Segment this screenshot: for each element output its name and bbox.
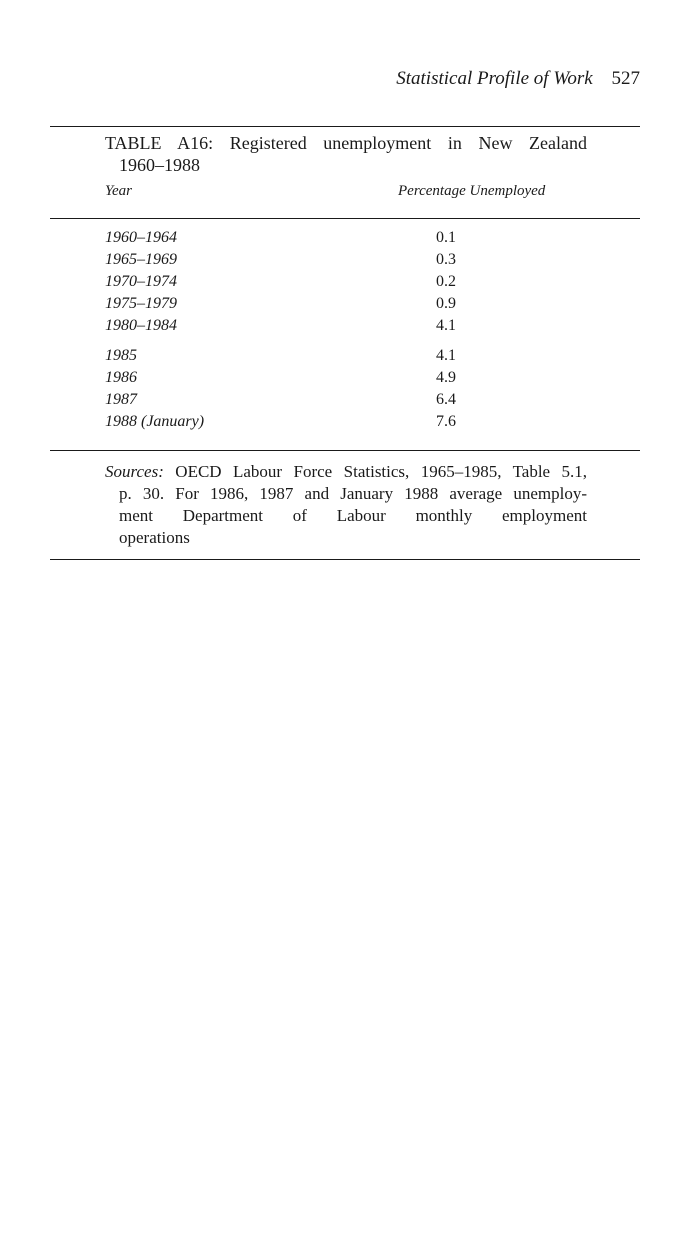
row-value: 4.1 bbox=[436, 317, 456, 334]
row-value: 0.3 bbox=[436, 251, 456, 268]
row-year: 1988 (January) bbox=[105, 413, 205, 430]
table-row bbox=[0, 249, 700, 271]
table-row bbox=[0, 293, 700, 315]
table-bottom-rule bbox=[50, 450, 640, 451]
note-bottom-rule bbox=[50, 559, 640, 560]
row-value: 0.2 bbox=[436, 273, 456, 290]
row-year: 1965–1969 bbox=[105, 251, 177, 268]
row-year: 1960–1964 bbox=[105, 229, 177, 246]
row-value: 0.9 bbox=[436, 295, 456, 312]
running-head bbox=[396, 68, 640, 90]
row-value: 0.1 bbox=[436, 229, 456, 246]
table-row bbox=[0, 389, 700, 411]
table-title-line-2: 1960–1988 bbox=[119, 155, 200, 175]
table-row bbox=[0, 315, 700, 337]
table-row bbox=[0, 271, 700, 293]
table-title-line-1: TABLE A16: Registered unemployment in New Zealand bbox=[105, 133, 587, 153]
row-value: 6.4 bbox=[436, 391, 456, 408]
sources-line-2: p. 30. For 1986, 1987 and January 1988 average unemploy- bbox=[119, 484, 587, 503]
sources-text-1: OECD Labour Force Statistics, 1965–1985, Table 5.1, bbox=[175, 462, 588, 481]
row-value: 7.6 bbox=[436, 413, 456, 430]
table-top-rule bbox=[50, 126, 640, 127]
table-row bbox=[0, 345, 700, 367]
column-header-year: Year bbox=[105, 183, 132, 199]
table-row bbox=[0, 227, 700, 249]
table-title bbox=[105, 132, 587, 176]
row-value: 4.1 bbox=[436, 347, 456, 364]
running-head-title: Statistical Profile of Work bbox=[396, 68, 593, 89]
sources-line-4: operations bbox=[119, 528, 190, 547]
row-year: 1986 bbox=[105, 369, 137, 386]
row-year: 1980–1984 bbox=[105, 317, 177, 334]
row-value: 4.9 bbox=[436, 369, 456, 386]
sources-label: Sources: bbox=[105, 462, 164, 481]
sources-line-1 bbox=[105, 461, 587, 483]
table-row bbox=[0, 411, 700, 433]
page-number: 527 bbox=[611, 68, 640, 89]
table-sources-note bbox=[105, 461, 587, 549]
row-year: 1975–1979 bbox=[105, 295, 177, 312]
sources-line-3: ment Department of Labour monthly employment bbox=[119, 506, 587, 525]
table-row bbox=[0, 367, 700, 389]
column-header-percentage: Percentage Unemployed bbox=[398, 183, 546, 199]
header-rule bbox=[50, 218, 640, 219]
row-year: 1970–1974 bbox=[105, 273, 177, 290]
row-year: 1987 bbox=[105, 391, 137, 408]
row-year: 1985 bbox=[105, 347, 137, 364]
